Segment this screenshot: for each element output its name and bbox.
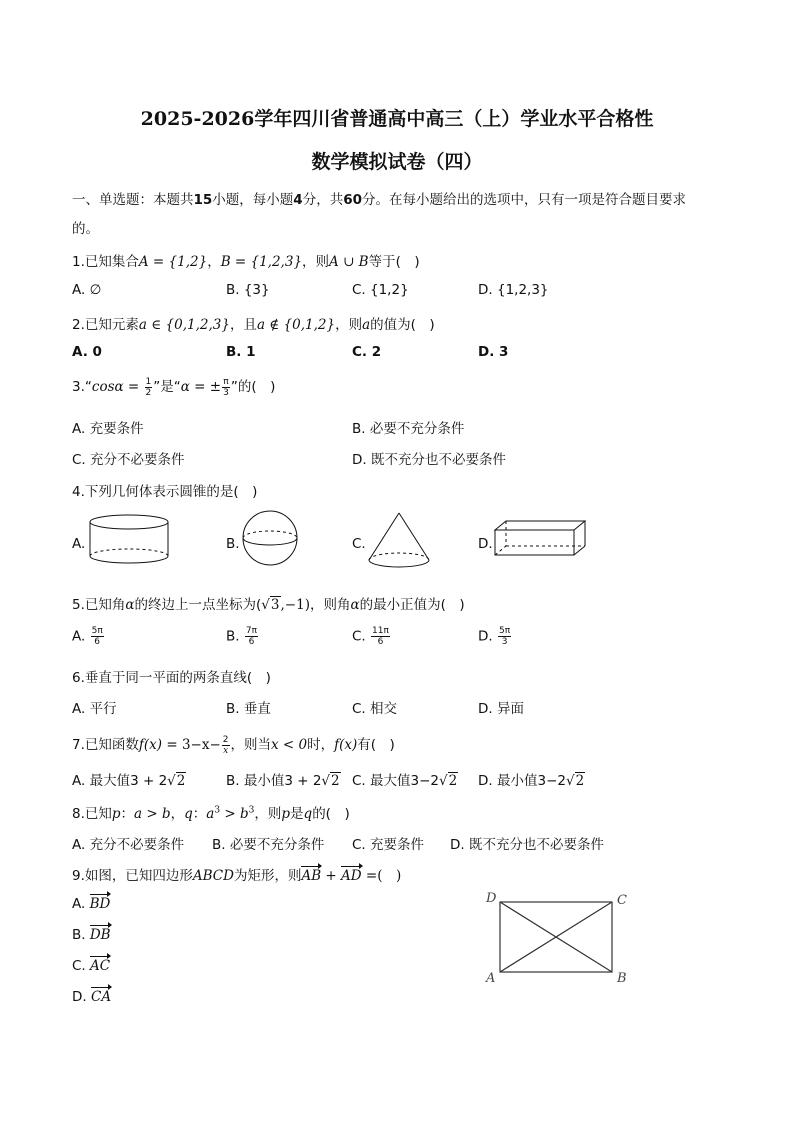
question-4: 4.下列几何体表示圆锥的是( ) xyxy=(72,484,258,500)
figure-label-a: A xyxy=(486,971,496,986)
q6-option-a[interactable]: A. 平行 xyxy=(72,701,117,717)
q7-option-b[interactable]: B. 最小值3 + 2√2 xyxy=(226,773,340,789)
q7-option-c[interactable]: C. 最大值3−2√2 xyxy=(352,773,458,789)
q5-option-d[interactable]: D. $\frac{5\pi}{3}$ xyxy=(478,626,511,647)
section-heading: 一、单选题：本题共15小题，每小题4分，共60分。在每小题给出的选项中，只有一项是符合题目要求 xyxy=(72,192,686,208)
q1-option-b[interactable]: B. {3} xyxy=(226,282,270,298)
q3-option-d[interactable]: D. 既不充分也不必要条件 xyxy=(352,452,506,468)
question-1: 1.已知集合A = {1,2}，B = {1,2,3}，则A ∪ B等于( ) xyxy=(72,254,420,270)
exam-title-line1: 2025-2026学年四川省普通高中高三（上）学业水平合格性 xyxy=(140,108,654,130)
q4-option-a[interactable]: A. xyxy=(72,536,86,552)
question-5: 5.已知角α的终边上一点坐标为(√3,−1)，则角α的最小正值为( ) xyxy=(72,597,465,613)
q8-option-b[interactable]: B. 必要不充分条件 xyxy=(212,837,325,853)
q9-option-d[interactable]: D. CA xyxy=(72,989,112,1005)
q8-option-c[interactable]: C. 充要条件 xyxy=(352,837,425,853)
question-3: 3.“cosα = $\frac{1}{2}$ ”是“α = ± $\frac{\pi}{3}$ ”的( ) xyxy=(72,376,276,398)
q5-option-b[interactable]: B. $\frac{7\pi}{6}$ xyxy=(226,626,258,647)
exam-title-line2: 数学模拟试卷（四） xyxy=(311,151,483,173)
q8-option-d[interactable]: D. 既不充分也不必要条件 xyxy=(450,837,604,853)
q7-option-d[interactable]: D. 最小值3−2√2 xyxy=(478,773,585,789)
q6-option-d[interactable]: D. 异面 xyxy=(478,701,524,717)
question-7: 7.已知函数f(x) = 3−x− $\frac{2}{x}$ ，则当x < 0时，f(x)有( ) xyxy=(72,734,395,756)
rectangle-abcd-figure xyxy=(484,890,634,986)
question-8: 8.已知p：a > b，q：$a^3 > b^3$，则p是q的( ) xyxy=(72,805,350,822)
q2-option-b[interactable]: B. 1 xyxy=(226,344,256,360)
q8-option-a[interactable]: A. 充分不必要条件 xyxy=(72,837,185,853)
section-heading-cont: 的。 xyxy=(72,221,99,237)
q7-option-a[interactable]: A. 最大值3 + 2√2 xyxy=(72,773,186,789)
cylinder-icon xyxy=(88,514,170,566)
q6-option-b[interactable]: B. 垂直 xyxy=(226,701,271,717)
q6-option-c[interactable]: C. 相交 xyxy=(352,701,398,717)
q5-option-c[interactable]: C. $\frac{11\pi}{6}$ xyxy=(352,626,389,647)
q4-option-d[interactable]: D. xyxy=(478,536,493,552)
figure-label-d: D xyxy=(486,891,497,906)
q9-option-b[interactable]: B. DB xyxy=(72,927,111,943)
figure-label-b: B xyxy=(617,971,627,986)
q1-option-d[interactable]: D. {1,2,3} xyxy=(478,282,549,298)
q2-option-c[interactable]: C. 2 xyxy=(352,344,382,360)
q4-option-b[interactable]: B. xyxy=(226,536,240,552)
sphere-icon xyxy=(242,510,298,566)
q2-option-a[interactable]: A. 0 xyxy=(72,344,102,360)
q5-option-a[interactable]: A. $\frac{5\pi}{6}$ xyxy=(72,626,103,647)
q2-option-d[interactable]: D. 3 xyxy=(478,344,509,360)
cuboid-icon xyxy=(494,520,586,556)
q1-option-c[interactable]: C. {1,2} xyxy=(352,282,409,298)
question-2: 2.已知元素a ∈ {0,1,2,3}，且a ∉ {0,1,2}，则a的值为( ) xyxy=(72,317,435,333)
q3-option-c[interactable]: C. 充分不必要条件 xyxy=(72,452,185,468)
question-6: 6.垂直于同一平面的两条直线( ) xyxy=(72,670,271,686)
q4-option-c[interactable]: C. xyxy=(352,536,366,552)
q3-option-b[interactable]: B. 必要不充分条件 xyxy=(352,421,465,437)
q9-option-a[interactable]: A. BD xyxy=(72,896,111,912)
q9-option-c[interactable]: C. AC xyxy=(72,958,111,974)
figure-label-c: C xyxy=(617,893,627,908)
q1-option-a[interactable]: A. ∅ xyxy=(72,282,102,298)
question-9: 9.如图，已知四边形ABCD为矩形，则AB + AD =( ) xyxy=(72,868,402,884)
q3-option-a[interactable]: A. 充要条件 xyxy=(72,421,144,437)
cone-icon xyxy=(368,512,430,570)
